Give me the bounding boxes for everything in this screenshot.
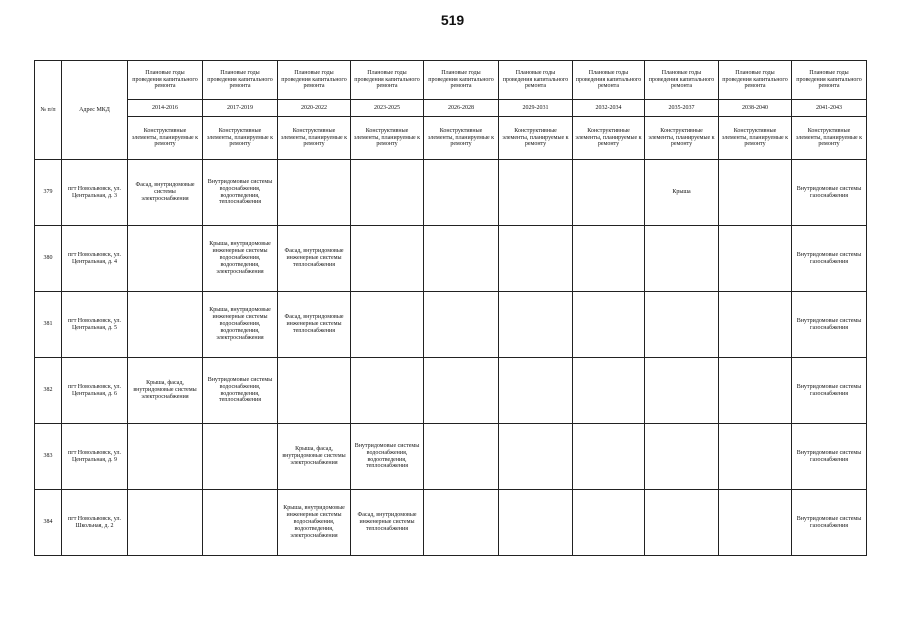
- row-address: пгт Новольвовск, ул. Центральная, д. 5: [62, 292, 128, 358]
- table-cell: Внутридомовые системы водоснабжения, водоотведения, теплоснабжения: [351, 424, 424, 490]
- table-cell: [719, 490, 792, 556]
- table-cell: [719, 160, 792, 226]
- row-number: 382: [35, 358, 62, 424]
- row-number: 384: [35, 490, 62, 556]
- table-cell: [719, 292, 792, 358]
- table-cell: [424, 358, 499, 424]
- column-header-planned-years: Плановые годы проведения капитального ремонта: [499, 61, 573, 100]
- table-row: [35, 160, 867, 226]
- table-header: [35, 61, 867, 160]
- table-cell: [499, 292, 573, 358]
- table-cell: Крыша, фасад, внутридомовые системы электроснабжения: [128, 358, 203, 424]
- table-cell: Крыша, внутридомовые инженерные системы водоснабжения, водоотведения, электроснабжения: [278, 490, 351, 556]
- period-header: 2038-2040: [719, 100, 792, 117]
- elements-header: Конструктивные элементы, планируемые к ремонту: [424, 117, 499, 160]
- table-row: [35, 424, 867, 490]
- table-cell: [719, 226, 792, 292]
- table-cell: [351, 226, 424, 292]
- table-cell: [351, 160, 424, 226]
- table-cell: [719, 358, 792, 424]
- table-cell: [203, 490, 278, 556]
- period-header: 2032-2034: [573, 100, 645, 117]
- column-header-address: Адрес МКД: [62, 61, 128, 160]
- table-cell: [645, 424, 719, 490]
- table-body: [35, 160, 867, 556]
- elements-header: Конструктивные элементы, планируемые к ремонту: [128, 117, 203, 160]
- table-cell: [278, 160, 351, 226]
- table-row: [35, 292, 867, 358]
- table-cell: [645, 292, 719, 358]
- period-header: 2029-2031: [499, 100, 573, 117]
- table-cell: [424, 226, 499, 292]
- row-number: 381: [35, 292, 62, 358]
- period-header: 2014-2016: [128, 100, 203, 117]
- table-row: [35, 226, 867, 292]
- capital-repair-table: [34, 60, 867, 556]
- table-cell: Крыша, фасад, внутридомовые системы электроснабжения: [278, 424, 351, 490]
- table-cell: Внутридомовые системы газоснабжения: [792, 490, 867, 556]
- row-address: пгт Новольвовск, ул. Центральная, д. 9: [62, 424, 128, 490]
- table-cell: [645, 226, 719, 292]
- period-header: 2023-2025: [351, 100, 424, 117]
- table-cell: Внутридомовые системы газоснабжения: [792, 358, 867, 424]
- table-cell: Внутридомовые системы водоснабжения, водоотведения, теплоснабжения: [203, 160, 278, 226]
- elements-header: Конструктивные элементы, планируемые к ремонту: [351, 117, 424, 160]
- column-header-planned-years: Плановые годы проведения капитального ремонта: [128, 61, 203, 100]
- table-cell: [424, 424, 499, 490]
- period-header: 2041-2043: [792, 100, 867, 117]
- table-cell: [424, 490, 499, 556]
- elements-header: Конструктивные элементы, планируемые к ремонту: [645, 117, 719, 160]
- table-cell: [128, 292, 203, 358]
- table-cell: Фасад, внутридомовые системы электроснабжения: [128, 160, 203, 226]
- table-cell: [128, 424, 203, 490]
- table-cell: [424, 292, 499, 358]
- table-cell: Фасад, внутридомовые инженерные системы теплоснабжения: [278, 292, 351, 358]
- row-address: пгт Новольвовск, ул. Школьная, д. 2: [62, 490, 128, 556]
- table-row: [35, 358, 867, 424]
- column-header-planned-years: Плановые годы проведения капитального ремонта: [792, 61, 867, 100]
- elements-header: Конструктивные элементы, планируемые к ремонту: [573, 117, 645, 160]
- table-cell: [128, 490, 203, 556]
- table-cell: [499, 490, 573, 556]
- table-cell: [424, 160, 499, 226]
- table-cell: Крыша, внутридомовые инженерные системы водоснабжения, водоотведения, электроснабжения: [203, 226, 278, 292]
- elements-header: Конструктивные элементы, планируемые к ремонту: [499, 117, 573, 160]
- table-cell: [719, 424, 792, 490]
- table-cell: Крыша, внутридомовые инженерные системы водоснабжения, водоотведения, электроснабжения: [203, 292, 278, 358]
- row-number: 380: [35, 226, 62, 292]
- table-cell: [499, 226, 573, 292]
- table-cell: [573, 292, 645, 358]
- table-cell: [128, 226, 203, 292]
- table-cell: [645, 358, 719, 424]
- table-cell: Внутридомовые системы газоснабжения: [792, 424, 867, 490]
- period-header: 2035-2037: [645, 100, 719, 117]
- table-cell: [573, 358, 645, 424]
- elements-header: Конструктивные элементы, планируемые к ремонту: [278, 117, 351, 160]
- table-cell: Внутридомовые системы газоснабжения: [792, 226, 867, 292]
- period-header: 2026-2028: [424, 100, 499, 117]
- column-header-planned-years: Плановые годы проведения капитального ремонта: [203, 61, 278, 100]
- period-header: 2017-2019: [203, 100, 278, 117]
- page-number: 519: [440, 12, 465, 28]
- table-row: [35, 490, 867, 556]
- table-cell: [351, 358, 424, 424]
- column-header-planned-years: Плановые годы проведения капитального ремонта: [719, 61, 792, 100]
- table-cell: Внутридомовые системы газоснабжения: [792, 160, 867, 226]
- table-cell: [351, 292, 424, 358]
- row-address: пгт Новольвовск, ул. Центральная, д. 3: [62, 160, 128, 226]
- column-header-planned-years: Плановые годы проведения капитального ремонта: [645, 61, 719, 100]
- row-number: 383: [35, 424, 62, 490]
- row-address: пгт Новольвовск, ул. Центральная, д. 6: [62, 358, 128, 424]
- table-cell: [278, 358, 351, 424]
- table-cell: Фасад, внутридомовые инженерные системы теплоснабжения: [351, 490, 424, 556]
- row-number: 379: [35, 160, 62, 226]
- table-cell: [573, 226, 645, 292]
- table-cell: [499, 424, 573, 490]
- table-cell: [499, 160, 573, 226]
- elements-header: Конструктивные элементы, планируемые к ремонту: [719, 117, 792, 160]
- table-cell: [645, 490, 719, 556]
- column-header-planned-years: Плановые годы проведения капитального ремонта: [424, 61, 499, 100]
- column-header-planned-years: Плановые годы проведения капитального ремонта: [351, 61, 424, 100]
- column-header-planned-years: Плановые годы проведения капитального ремонта: [278, 61, 351, 100]
- table-cell: [203, 424, 278, 490]
- table-cell: Внутридомовые системы газоснабжения: [792, 292, 867, 358]
- table-cell: [499, 358, 573, 424]
- table-cell: Внутридомовые системы водоснабжения, водоотведения, теплоснабжения: [203, 358, 278, 424]
- period-header: 2020-2022: [278, 100, 351, 117]
- row-address: пгт Новольвовск, ул. Центральная, д. 4: [62, 226, 128, 292]
- table-cell: Фасад, внутридомовые инженерные системы теплоснабжения: [278, 226, 351, 292]
- table-cell: [573, 490, 645, 556]
- elements-header: Конструктивные элементы, планируемые к ремонту: [792, 117, 867, 160]
- table-cell: [573, 160, 645, 226]
- elements-header: Конструктивные элементы, планируемые к ремонту: [203, 117, 278, 160]
- column-header-planned-years: Плановые годы проведения капитального ремонта: [573, 61, 645, 100]
- column-header-number: № п/п: [35, 61, 62, 160]
- table-cell: Крыша: [645, 160, 719, 226]
- table-cell: [573, 424, 645, 490]
